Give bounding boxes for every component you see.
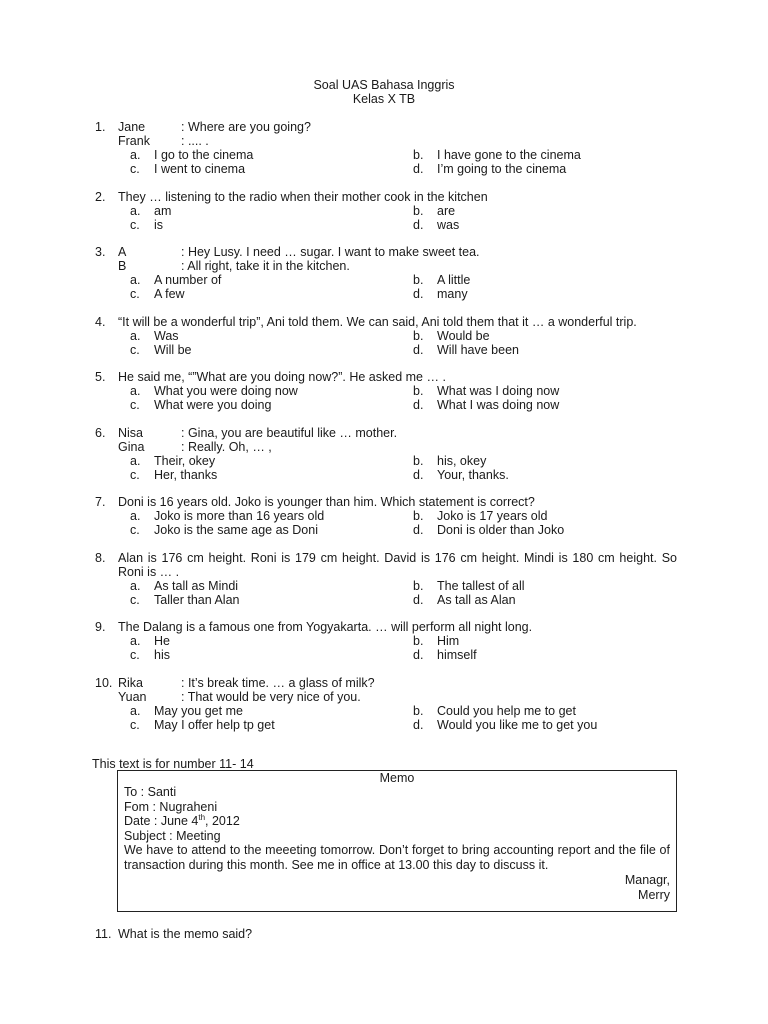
speaker: Jane	[118, 120, 146, 134]
option-letter: d.	[413, 592, 424, 607]
memo-box	[117, 770, 677, 912]
answer-options	[130, 204, 677, 232]
question-list	[0, 120, 768, 745]
answer-options	[130, 329, 677, 357]
option-text: As tall as Alan	[437, 592, 516, 607]
option-letter: a.	[130, 509, 141, 523]
answer-options	[130, 148, 677, 176]
question-stem: The Dalang is a famous one from Yogyakarta. … will perform all night long.	[118, 620, 533, 634]
option-text: Would you like me to get you	[437, 717, 598, 732]
answer-option	[130, 287, 413, 301]
option-text: He	[154, 634, 170, 648]
answer-option	[130, 634, 413, 648]
option-text: Will have been	[437, 342, 519, 357]
answer-option	[413, 384, 689, 398]
option-letter: b.	[413, 703, 424, 718]
option-text: A few	[154, 287, 185, 301]
dialog-line	[118, 426, 677, 440]
option-text: The tallest of all	[437, 578, 525, 593]
option-letter: b.	[413, 148, 424, 162]
question-number: 8.	[95, 550, 106, 565]
answer-option	[130, 579, 413, 593]
answer-option	[130, 162, 413, 176]
dialog-text: : All right, take it in the kitchen.	[181, 259, 350, 273]
option-text: Doni is older than Joko	[437, 523, 565, 537]
answer-option	[130, 148, 413, 162]
answer-option	[413, 273, 689, 287]
option-text: Will be	[154, 342, 192, 357]
question-number: 2.	[95, 189, 106, 204]
memo-to: To : Santi	[124, 785, 177, 799]
answer-option	[130, 648, 413, 662]
option-text: Taller than Alan	[154, 592, 240, 607]
answer-options	[130, 579, 677, 607]
answer-option	[130, 329, 413, 343]
option-letter: a.	[130, 703, 141, 718]
answer-option	[413, 523, 689, 537]
option-text: I’m going to the cinema	[437, 162, 567, 176]
answer-option	[413, 218, 689, 232]
option-letter: b.	[413, 384, 424, 398]
option-text: his	[154, 648, 170, 662]
option-text: May you get me	[154, 703, 243, 718]
option-letter: c.	[130, 217, 140, 232]
option-letter: d.	[413, 648, 424, 662]
option-letter: c.	[130, 717, 140, 732]
answer-option	[130, 343, 413, 357]
option-text: Joko is more than 16 years old	[154, 509, 325, 523]
option-letter: d.	[413, 342, 424, 357]
option-text: A little	[437, 273, 471, 287]
answer-option	[413, 704, 689, 718]
option-letter: b.	[413, 203, 424, 218]
answer-options	[130, 634, 677, 662]
memo-subject: Subject : Meeting	[124, 828, 221, 843]
dialog-text: : Really. Oh, … ,	[181, 439, 272, 454]
option-text: am	[154, 203, 172, 218]
option-text: What were you doing	[154, 398, 272, 412]
option-letter: b.	[413, 578, 424, 593]
option-text: himself	[437, 648, 477, 662]
question-text: What is the memo said?	[118, 927, 253, 941]
option-text: Your, thanks.	[437, 467, 509, 482]
question-number: 7.	[95, 495, 106, 509]
answer-option	[413, 509, 689, 523]
option-letter: d.	[413, 287, 424, 301]
dialog-line	[118, 440, 677, 454]
page-subtitle: Kelas X TB	[352, 92, 416, 106]
option-letter: c.	[130, 523, 140, 537]
option-text: What I was doing now	[437, 398, 560, 412]
question-9	[95, 620, 677, 662]
answer-options	[130, 273, 677, 301]
option-text: Joko is the same age as Doni	[154, 523, 318, 537]
answer-option	[413, 343, 689, 357]
dialog-text: : Gina, you are beautiful like … mother.	[181, 425, 398, 440]
answer-option	[130, 454, 413, 468]
option-letter: b.	[413, 453, 424, 468]
option-text: I have gone to the cinema	[437, 148, 581, 162]
memo-date: Date : June 4th, 2012	[124, 813, 240, 829]
answer-options	[130, 704, 677, 732]
question-number: 1.	[95, 120, 106, 134]
answer-option	[413, 398, 689, 412]
option-letter: d.	[413, 162, 424, 176]
memo-sign-role: Managr,	[624, 873, 670, 888]
speaker: A	[118, 245, 127, 259]
question-8	[95, 551, 677, 607]
option-text: Him	[437, 634, 460, 648]
answer-option	[413, 634, 689, 648]
answer-option	[130, 398, 413, 412]
option-text: What you were doing now	[154, 384, 298, 398]
question-stem: He said me, “”What are you doing now?”. He asked me … .	[118, 370, 446, 384]
question-number: 6.	[95, 425, 106, 440]
question-number: 4.	[95, 314, 106, 329]
option-text: are	[437, 203, 456, 218]
option-text: Their, okey	[154, 453, 216, 468]
option-letter: a.	[130, 578, 141, 593]
dialog-line	[118, 120, 677, 134]
answer-option	[130, 384, 413, 398]
answer-option	[130, 704, 413, 718]
dialog-line	[118, 259, 677, 273]
answer-option	[413, 287, 689, 301]
option-letter: b.	[413, 273, 424, 287]
answer-options	[130, 384, 677, 412]
dialog-text: : Where are you going?	[181, 120, 311, 134]
option-text: Would be	[437, 328, 490, 343]
option-letter: c.	[130, 592, 140, 607]
dialog-line	[118, 690, 677, 704]
answer-option	[413, 648, 689, 662]
answer-option	[413, 579, 689, 593]
question-stem: Doni is 16 years old. Joko is younger than him. Which statement is correct?	[118, 495, 535, 509]
dialog-text: : .... .	[181, 134, 209, 148]
question-stem: Alan is 176 cm height. Roni is 179 cm height. David is 176 cm height. Mindi is 180 cm height. So Roni is … .	[118, 550, 677, 579]
question-1	[95, 120, 677, 176]
answer-options	[130, 454, 677, 482]
answer-option	[413, 204, 689, 218]
option-text: Was	[154, 328, 179, 343]
option-letter: d.	[413, 398, 424, 412]
question-number: 3.	[95, 245, 106, 259]
question-number: 9.	[95, 620, 106, 634]
question-7	[95, 495, 677, 537]
answer-option	[413, 148, 689, 162]
answer-option	[130, 204, 413, 218]
option-text: is	[154, 217, 164, 232]
question-11	[95, 927, 677, 941]
answer-option	[130, 718, 413, 732]
option-letter: c.	[130, 398, 140, 412]
question-number: 11.	[95, 927, 112, 941]
option-text: his, okey	[437, 453, 487, 468]
page-title: Soal UAS Bahasa Inggris	[313, 78, 455, 92]
option-letter: a.	[130, 634, 141, 648]
option-letter: d.	[413, 467, 424, 482]
answer-option	[413, 329, 689, 343]
answer-option	[413, 454, 689, 468]
option-text: As tall as Mindi	[154, 578, 239, 593]
option-letter: b.	[413, 328, 424, 343]
option-letter: c.	[130, 648, 140, 662]
question-stem: They … listening to the radio when their mother cook in the kitchen	[118, 189, 488, 204]
speaker: Rika	[118, 675, 144, 690]
option-text: many	[437, 287, 468, 301]
option-letter: c.	[130, 287, 140, 301]
option-text: was	[437, 217, 460, 232]
option-text: A number of	[154, 273, 222, 287]
answer-option	[413, 162, 689, 176]
memo-sign-name: Merry	[638, 887, 670, 902]
option-text: I went to cinema	[154, 162, 246, 176]
memo-from: Fom : Nugraheni	[124, 799, 218, 814]
question-4	[95, 315, 677, 357]
answer-option	[130, 509, 413, 523]
option-text: Joko is 17 years old	[437, 509, 548, 523]
answer-option	[130, 218, 413, 232]
option-letter: c.	[130, 342, 140, 357]
option-letter: c.	[130, 467, 140, 482]
answer-option	[413, 468, 689, 482]
option-letter: a.	[130, 148, 141, 162]
answer-option	[413, 593, 689, 607]
option-letter: b.	[413, 634, 424, 648]
option-letter: c.	[130, 162, 140, 176]
question-3	[95, 245, 677, 301]
option-letter: a.	[130, 328, 141, 343]
question-stem: “It will be a wonderful trip”, Ani told them. We can said, Ani told them that it … a wonderful trip.	[118, 314, 637, 329]
speaker: Nisa	[118, 425, 144, 440]
memo-intro: This text is for number 11- 14	[92, 757, 254, 771]
answer-option	[130, 523, 413, 537]
option-text: I go to the cinema	[154, 148, 254, 162]
option-text: May I offer help tp get	[154, 717, 275, 732]
speaker: Gina	[118, 439, 145, 454]
answer-option	[130, 593, 413, 607]
option-letter: a.	[130, 273, 141, 287]
dialog-line	[118, 134, 677, 148]
speaker: Yuan	[118, 689, 147, 704]
question-10	[95, 676, 677, 732]
question-6	[95, 426, 677, 482]
option-letter: d.	[413, 217, 424, 232]
dialog-text: : That would be very nice of you.	[181, 689, 361, 704]
option-letter: b.	[413, 509, 424, 523]
question-2	[95, 190, 677, 232]
answer-option	[413, 718, 689, 732]
question-number: 10.	[95, 675, 113, 690]
option-text: Could you help me to get	[437, 703, 576, 718]
option-text: What was I doing now	[437, 384, 560, 398]
dialog-text: : It’s break time. … a glass of milk?	[181, 675, 375, 690]
answer-options	[130, 509, 677, 537]
speaker: B	[118, 259, 127, 273]
dialog-line	[118, 245, 677, 259]
option-letter: a.	[130, 453, 141, 468]
dialog-text: : Hey Lusy. I need … sugar. I want to make sweet tea.	[181, 245, 480, 259]
option-letter: d.	[413, 523, 424, 537]
speaker: Frank	[118, 134, 150, 148]
option-letter: a.	[130, 203, 141, 218]
question-5	[95, 370, 677, 412]
answer-option	[130, 468, 413, 482]
option-letter: d.	[413, 717, 424, 732]
answer-option	[130, 273, 413, 287]
option-text: Her, thanks	[154, 467, 218, 482]
option-letter: a.	[130, 384, 141, 398]
memo-heading: Memo	[379, 771, 415, 785]
memo-body: We have to attend to the meeeting tomorrow. Don’t forget to bring accounting report and the file of transaction during this month. See me in office at 13.00 this day to discuss it.	[124, 843, 670, 873]
question-number: 5.	[95, 370, 106, 384]
dialog-line	[118, 676, 677, 690]
